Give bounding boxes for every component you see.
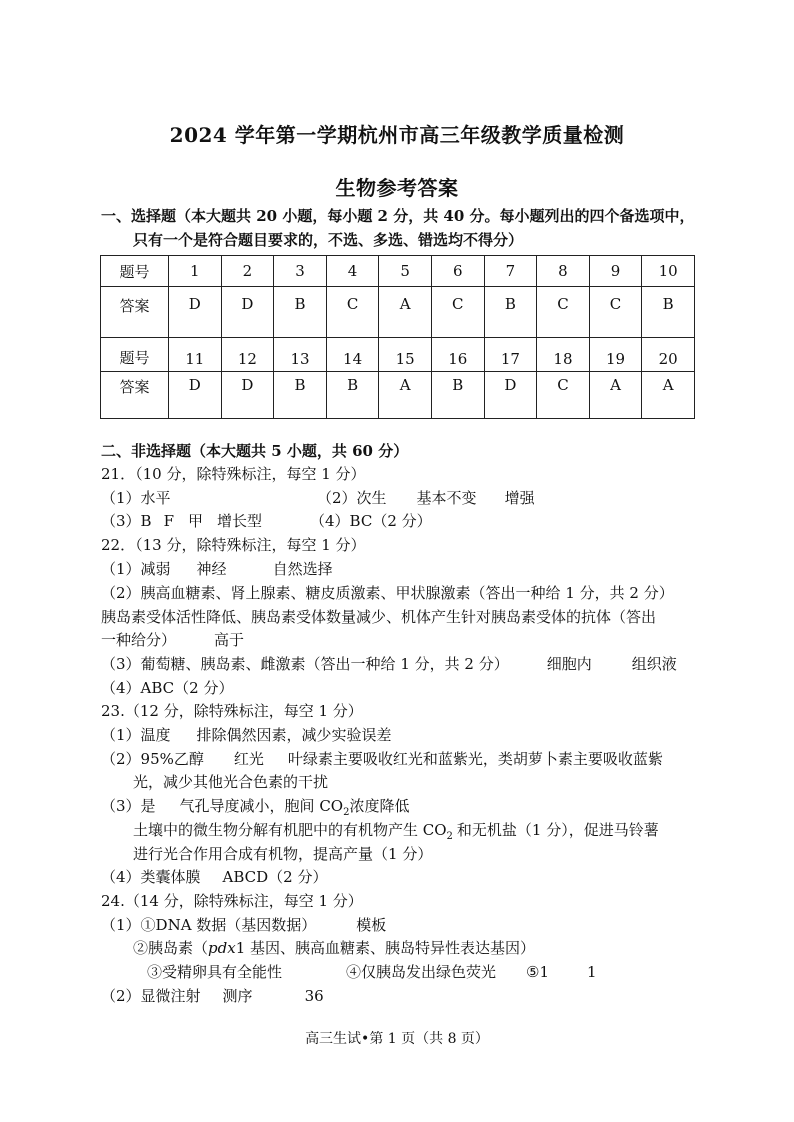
page-title: 2024 学年第一学期杭州市高三年级教学质量检测	[169, 123, 625, 147]
q23-line-7	[101, 866, 328, 888]
q21-line-1	[101, 487, 171, 509]
question-number: 15	[379, 338, 432, 372]
answer-cell: B	[274, 287, 327, 338]
row-label-answer: 答案	[101, 287, 169, 338]
q22-answer: 高于	[214, 631, 245, 649]
question-number: 13	[274, 338, 327, 372]
answer-cell: D	[169, 372, 222, 419]
section1-heading-line2: 只有一个是符合题目要求的，不选、多选、错选均不得分）	[133, 231, 524, 249]
q22-header: 22．（13 分，除特殊标注，每空 1 分）	[101, 536, 366, 554]
q24-answer: ②胰岛素（	[133, 939, 209, 957]
q21-answer: 增长型	[217, 512, 263, 530]
q21-answer: （2）次生	[317, 489, 387, 507]
q23-answer: 气孔导度减小，胞间 CO	[179, 797, 344, 815]
q23-answer: （4）类囊体膜	[101, 868, 201, 886]
q24-answer: ③受精卵具有全能性	[147, 963, 283, 981]
q23-line-6: 进行光合作用合成有机物，提高产量（1 分）	[133, 845, 433, 863]
row-label-answer: 答案	[101, 372, 169, 419]
question-number: 10	[642, 256, 695, 287]
q24-line-2	[133, 937, 535, 959]
q21-line-2b: （4）BC（2 分）	[310, 512, 432, 530]
q23-answer: （2）95%乙醇	[101, 750, 204, 768]
answer-cell: C	[326, 287, 379, 338]
q22-answer: 神经	[196, 560, 227, 578]
answer-cell: B	[642, 287, 695, 338]
q23-answer: 排除偶然因素，减少实验误差	[196, 726, 392, 744]
q22-line-3: 胰岛素受体活性降低、胰岛素受体数量减少、机体产生针对胰岛素受体的抗体（答出	[101, 608, 657, 626]
answer-cell: C	[431, 287, 484, 338]
q21-answer: （1）水平	[101, 489, 171, 507]
question-number: 18	[537, 338, 590, 372]
q23-line-2	[101, 748, 663, 770]
q21-line-2	[101, 510, 262, 532]
answer-cell: A	[642, 372, 695, 419]
q24-line-4	[101, 985, 324, 1007]
subscript-2: 2	[446, 831, 453, 842]
q24-answer: ⑤1	[526, 963, 550, 981]
q23-answer: 浓度降低	[349, 797, 410, 815]
q22-line-2: （2）胰高血糖素、肾上腺素、糖皮质激素、甲状腺激素（答出一种给 1 分，共 2 分）	[101, 584, 674, 602]
q22-line-1	[101, 558, 333, 580]
q24-answer: （2）显微注射	[101, 987, 201, 1005]
question-number: 1	[169, 256, 222, 287]
answer-cell: B	[274, 372, 327, 419]
q22-answer: 细胞内	[546, 655, 592, 673]
answer-cell: C	[537, 287, 590, 338]
q22-line-5	[101, 653, 677, 675]
question-number: 2	[221, 256, 274, 287]
q23-answer: 土壤中的微生物分解有机肥中的有机物产生 CO	[133, 821, 447, 839]
question-number: 20	[642, 338, 695, 372]
question-number: 6	[431, 256, 484, 287]
q22-answer: 一种给分）	[101, 631, 177, 649]
q22-answer: 自然选择	[272, 560, 333, 578]
question-number: 17	[484, 338, 537, 372]
q23-answer: （1）温度	[101, 726, 171, 744]
question-number: 5	[379, 256, 432, 287]
q23-answer: 和无机盐（1 分），促进马铃薯	[456, 821, 659, 839]
question-number: 12	[221, 338, 274, 372]
q23-answer: 叶绿素主要吸收红光和蓝紫光，类胡萝卜素主要吸收蓝紫	[287, 750, 663, 768]
q22-answer: 组织液	[631, 655, 677, 673]
q24-answer: 测序	[222, 987, 253, 1005]
question-number: 16	[431, 338, 484, 372]
q21-answer: F	[163, 512, 174, 530]
answer-cell: D	[221, 287, 274, 338]
q24-answer: 模板	[356, 916, 387, 934]
answer-cell: B	[484, 287, 537, 338]
q22-answer: （3）葡萄糖、胰岛素、雌激素（答出一种给 1 分，共 2 分）	[101, 655, 509, 673]
question-number: 19	[589, 338, 642, 372]
q23-answer: 红光	[233, 750, 264, 768]
answer-cell: C	[589, 287, 642, 338]
question-number: 11	[169, 338, 222, 372]
page-footer: 高三生试•第 1 页（共 8 页）	[305, 1031, 489, 1047]
answer-cell: B	[431, 372, 484, 419]
question-number: 7	[484, 256, 537, 287]
question-number: 8	[537, 256, 590, 287]
q24-answer: 36	[304, 987, 324, 1005]
q24-header: 24.（14 分，除特殊标注，每空 1 分）	[101, 892, 363, 910]
row-label-question: 题号	[101, 338, 169, 372]
q24-line-1	[101, 914, 386, 936]
table-row-questions-2	[101, 338, 695, 372]
q24-gene-name: pdx	[208, 939, 236, 957]
table-row-answers-2	[101, 372, 695, 419]
q21-answer: 甲	[188, 512, 204, 530]
question-number: 4	[326, 256, 379, 287]
subscript-2: 2	[343, 807, 350, 818]
q23-answer: （3）是	[101, 797, 156, 815]
q23-line-1	[101, 724, 392, 746]
answer-cell: C	[537, 372, 590, 419]
q21-answer: 增强	[504, 489, 535, 507]
answer-cell: D	[484, 372, 537, 419]
answer-cell: B	[326, 372, 379, 419]
q22-line-6: （4）ABC（2 分）	[101, 679, 234, 697]
q21-line-1b	[317, 487, 535, 509]
question-number: 9	[589, 256, 642, 287]
q24-answer: 1	[587, 963, 597, 981]
q23-answer: ABCD（2 分）	[222, 868, 328, 886]
page-subtitle: 生物参考答案	[335, 176, 459, 200]
q22-line-4	[101, 629, 244, 651]
answer-cell: D	[221, 372, 274, 419]
table-row-answers-1	[101, 287, 695, 338]
q21-answer: （3）B	[101, 512, 152, 530]
table-row-questions-1	[101, 256, 695, 287]
q21-header: 21．（10 分，除特殊标注，每空 1 分）	[101, 465, 366, 483]
answer-cell: A	[589, 372, 642, 419]
q24-answer: 1 基因、胰高血糖素、胰岛特异性表达基因）	[235, 939, 536, 957]
answer-cell: A	[379, 287, 432, 338]
q22-answer: （1）减弱	[101, 560, 171, 578]
question-number: 3	[274, 256, 327, 287]
q24-answer: （1）①DNA 数据（基因数据）	[101, 916, 317, 934]
section2-heading: 二、非选择题（本大题共 5 小题，共 60 分）	[101, 442, 409, 460]
answer-cell: D	[169, 287, 222, 338]
q23-line-3: 光，减少其他光合色素的干扰	[133, 773, 329, 791]
row-label-question: 题号	[101, 256, 169, 287]
answer-table	[100, 255, 695, 419]
question-number: 14	[326, 338, 379, 372]
q21-answer: 基本不变	[416, 489, 477, 507]
q23-header: 23.（12 分，除特殊标注，每空 1 分）	[101, 702, 363, 720]
answer-cell: A	[379, 372, 432, 419]
section1-heading-line1: 一、选择题（本大题共 20 小题，每小题 2 分，共 40 分。每小题列出的四个备选项中，	[101, 207, 695, 225]
q24-line-3	[147, 961, 597, 983]
q24-answer: ④仅胰岛发出绿色荧光	[346, 963, 497, 981]
